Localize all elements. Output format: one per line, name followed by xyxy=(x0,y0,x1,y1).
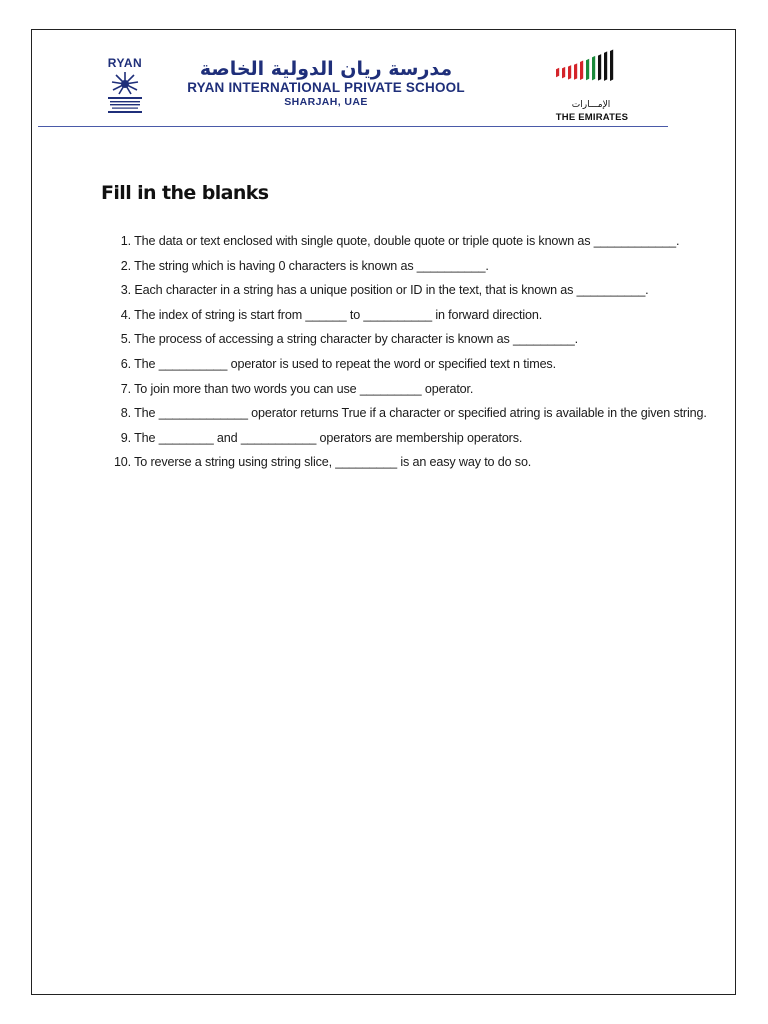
question-text: The data or text enclosed with single quote, double quote or triple quote is known as ____________. xyxy=(134,234,680,248)
question-number: 3. xyxy=(120,283,131,298)
question-item xyxy=(100,305,730,330)
question-number: 5. xyxy=(120,332,131,347)
emirates-logo-english: THE EMIRATES xyxy=(555,112,629,123)
emirates-logo-arabic: الإمـــارات xyxy=(571,100,611,110)
question-item xyxy=(100,354,730,379)
question-text: To join more than two words you can use _________ operator. xyxy=(134,381,474,396)
worksheet-title: Fill in the blanks xyxy=(101,182,269,204)
question-text: To reverse a string using string slice, _________ is an easy way to do so. xyxy=(134,455,532,470)
question-number: 8. xyxy=(120,406,131,421)
question-text: The _____________ operator returns True if a character or specified atring is available in the given string. xyxy=(134,406,707,421)
page-frame xyxy=(31,29,736,995)
question-text: The index of string is start from ______ to __________ in forward direction. xyxy=(134,307,543,322)
question-number: 9. xyxy=(120,430,131,445)
school-name-english: RYAN INTERNATIONAL PRIVATE SCHOOL xyxy=(187,80,465,95)
question-item xyxy=(100,452,730,477)
question-item xyxy=(100,231,730,256)
school-city: SHARJAH, UAE xyxy=(284,96,368,108)
question-item xyxy=(100,379,730,404)
question-number: 1. xyxy=(120,234,131,248)
question-number: 7. xyxy=(120,381,131,396)
question-item xyxy=(100,256,730,281)
ryan-logo-text: RYAN xyxy=(107,56,143,70)
question-text: The __________ operator is used to repeat the word or specified text n times. xyxy=(134,356,556,371)
question-text: The process of accessing a string character by character is known as _________. xyxy=(134,332,578,347)
question-number: 10. xyxy=(113,455,131,470)
question-item xyxy=(100,280,730,305)
question-text: Each character in a string has a unique position or ID in the text, that is known as __________. xyxy=(134,283,649,298)
question-number: 4. xyxy=(120,307,131,322)
header-divider xyxy=(38,126,668,127)
question-item xyxy=(100,329,730,354)
question-number: 6. xyxy=(120,356,131,371)
question-item xyxy=(100,428,730,453)
school-name-block xyxy=(166,58,486,108)
emirates-stripes-icon xyxy=(550,42,634,100)
question-text: The string which is having 0 characters is known as __________. xyxy=(134,258,489,273)
question-list xyxy=(100,231,730,477)
question-item xyxy=(100,403,730,428)
school-name-arabic: مدرسة ريان الدولية الخاصة xyxy=(199,58,453,80)
school-header xyxy=(38,40,668,128)
ryan-logo xyxy=(99,56,151,116)
question-text: The ________ and ___________ operators are membership operators. xyxy=(134,430,523,445)
ryan-emblem-icon xyxy=(103,70,147,116)
question-number: 2. xyxy=(120,258,131,273)
the-emirates-logo xyxy=(550,42,640,126)
